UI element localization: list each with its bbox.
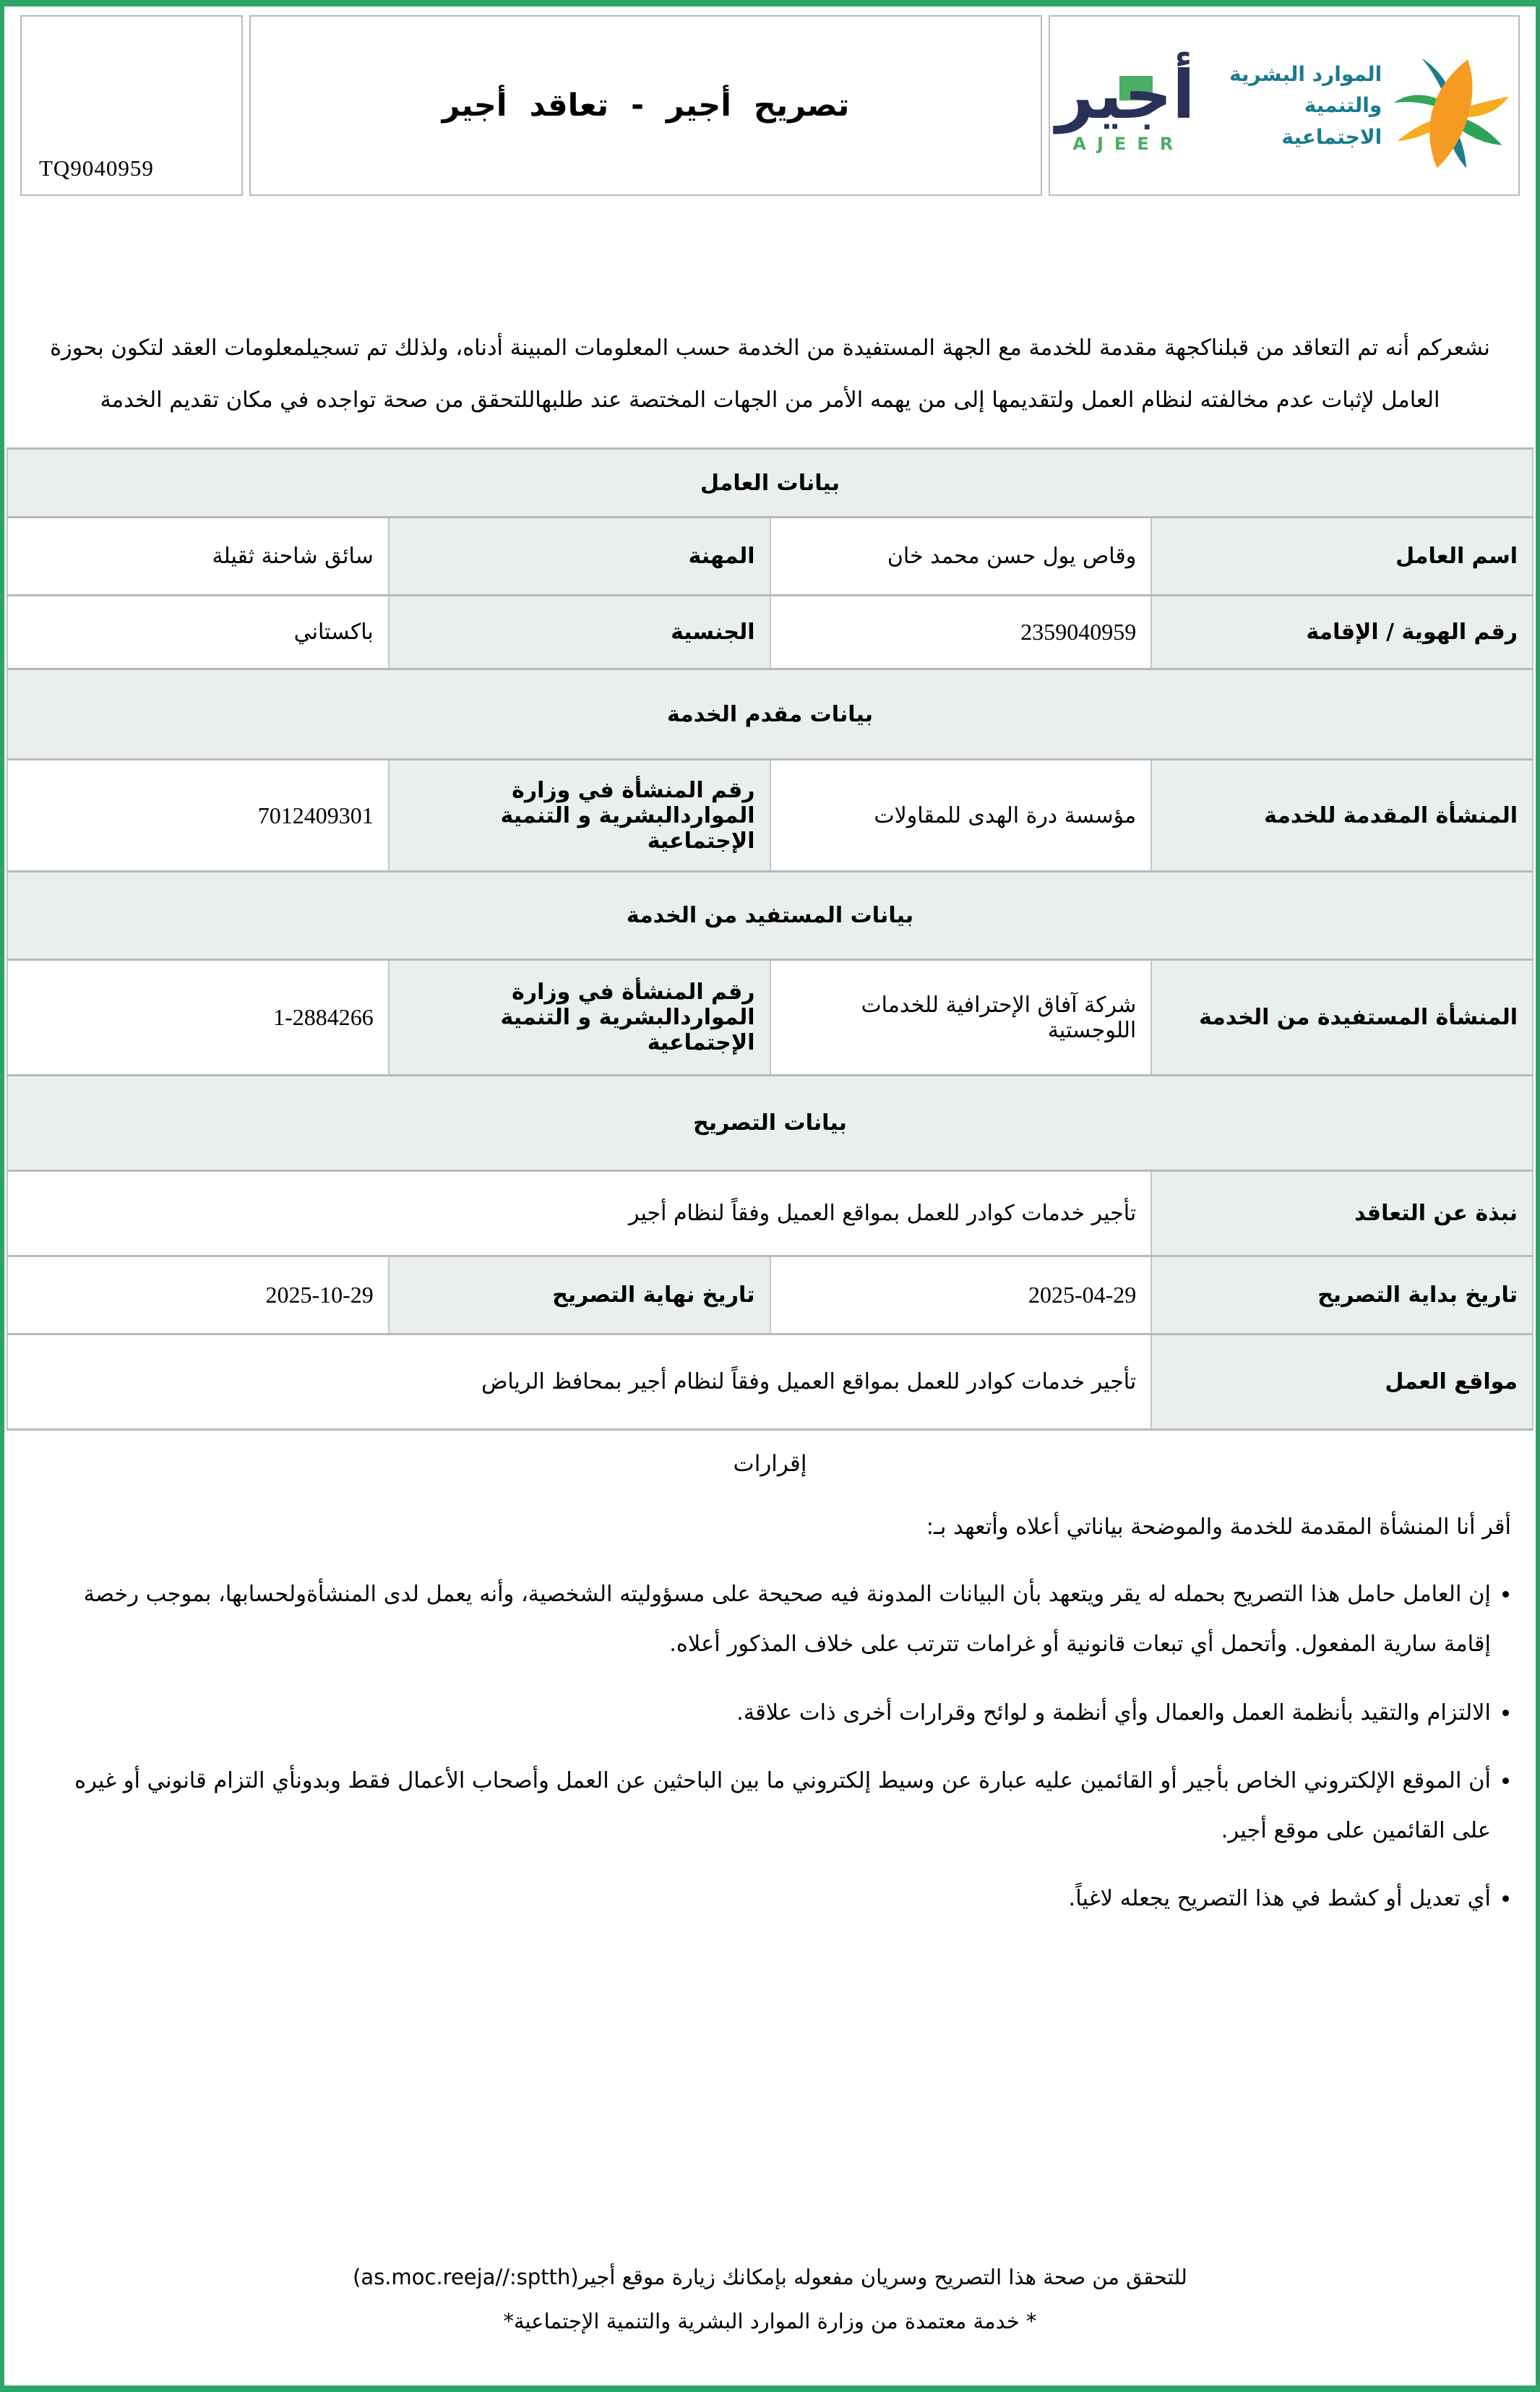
provider-number-value: 7012409301 [7,760,389,872]
ministry-logo-text-line2: والتنمية الاجتماعية [1281,93,1382,149]
approved-service-line: * خدمة معتمدة من وزارة الموارد البشرية والتنمية الإجتماعية* [503,2309,1037,2334]
provider-number-label: رقم المنشأة في وزارة المواردالبشرية و التنمية الإجتماعية [389,760,770,872]
end-date-label: تاريخ نهاية التصريح [389,1256,770,1334]
intro-paragraph: نشعركم أنه تم التعاقد من قبلناكجهة مقدمة للخدمة مع الجهة المستفيدة من الخدمة حسب المعلومات المبينة أدناه، ولذلك تم تسجيلمعلومات العقد لتكون بحوزة العامل لإثبات عدم مخالفته لنظام العمل ولتقديمها إلى من يهمه الأمر من الجهات المختصة عند طلبهاللتحقق من صحة تواجده في مكان تقديم الخدمة [50,335,1490,413]
declaration-item: • أي تعديل أو كشط في هذا التصريح يجعله لاغياً. [45,1874,1491,1924]
logos-box [1049,15,1520,196]
provider-establishment-label: المنشأة المقدمة للخدمة [1151,760,1533,872]
start-date-value: 2025-04-29 [770,1256,1152,1334]
profession-value: سائق شاحنة ثقيلة [7,518,389,596]
section-header-beneficiary: بيانات المستفيد من الخدمة [7,872,1533,960]
declaration-item: • إن العامل حامل هذا التصريح بحمله له يقر ويتعهد بأن البيانات المدونة فيه صحيحة على مسؤوليته الشخصية، وأنه يعمل لدى المنشأةولحسابها، بموجب رخصة إقامة سارية المفعول. وأتحمل أي تبعات قانونية أو غرامات تترتب على خلاف المذكور أعلاه. [45,1570,1491,1669]
id-number-value: 2359040959 [770,596,1152,669]
ajeer-logo-arabic-wordmark: أجير [1056,56,1195,134]
declarations-title: إقرارات [733,1451,807,1478]
start-date-label: تاريخ بداية التصريح [1151,1256,1533,1334]
permit-number-box [20,15,243,196]
work-locations-label: مواقع العمل [1151,1334,1533,1430]
ajeer-logo [1056,57,1195,154]
contract-summary-value: تأجير خدمات كوادر للعمل بمواقع العميل وفقاً لنظام أجير [7,1171,1151,1256]
ajeer-logo-latin-wordmark: AJEER [1072,133,1184,154]
beneficiary-establishment-label: المنشأة المستفيدة من الخدمة [1151,960,1533,1076]
ministry-palm-emblem-icon [1385,34,1513,177]
work-locations-value: تأجير خدمات كوادر للعمل بمواقع العميل وفقاً لنظام أجير بمحافظ الرياض [7,1334,1151,1430]
title-box [249,15,1042,196]
permit-number: TQ9040959 [39,155,154,181]
declaration-item: • أن الموقع الإلكتروني الخاص بأجير أو القائمين عليه عبارة عن وسيط إلكتروني ما بين الباحثين عن العمل وأصحاب الأعمال فقط وبدونأي التزام قانوني أو غيره على القائمين على موقع أجير. [45,1757,1491,1856]
section-header-worker: بيانات العامل [7,449,1533,518]
section-header-permit: بيانات التصريح [7,1076,1533,1171]
contract-summary-label: نبذة عن التعاقد [1151,1171,1533,1256]
declarations-intro: أقر أنا المنشأة المقدمة للخدمة والموضحة بياناتي أعلاه وأتعهد بـ: [926,1514,1511,1540]
worker-name-value: وقاص يول حسن محمد خان [770,518,1152,596]
document-title: تصريح أجير - تعاقد أجير [442,87,850,124]
document-footer [4,2255,1536,2344]
verification-line [4,2255,1536,2299]
section-header-provider: بيانات مقدم الخدمة [7,669,1533,760]
document-header [20,15,1520,196]
id-number-label: رقم الهوية / الإقامة [1151,596,1533,669]
ministry-logo [1217,34,1513,177]
verification-url: (as.moc.reeja//:sptth) [353,2265,579,2290]
declaration-item: • الالتزام والتقيد بأنظمة العمل والعمال وأي أنظمة و لوائح وقرارات أخرى ذات علاقة. [45,1689,1491,1739]
nationality-label: الجنسية [389,596,770,669]
permit-details-table [7,447,1533,1431]
end-date-value: 2025-10-29 [7,1256,389,1334]
beneficiary-establishment-value: شركة آفاق الإحترافية للخدمات اللوجستية [770,960,1152,1076]
beneficiary-number-label: رقم المنشأة في وزارة المواردالبشرية و التنمية الإجتماعية [389,960,770,1076]
declarations-section [23,1451,1517,1924]
ministry-logo-text [1217,59,1382,153]
worker-name-label: اسم العامل [1151,518,1533,596]
verification-text: للتحقق من صحة هذا التصريح وسريان مفعوله بإمكانك زيارة موقع أجير [578,2265,1187,2290]
declarations-list [23,1570,1517,1924]
beneficiary-number-value: 1-2884266 [7,960,389,1076]
profession-label: المهنة [389,518,770,596]
provider-establishment-value: مؤسسة درة الهدى للمقاولات [770,760,1152,872]
ministry-logo-text-line1: الموارد البشرية [1229,61,1382,86]
nationality-value: باكستاني [7,596,389,669]
